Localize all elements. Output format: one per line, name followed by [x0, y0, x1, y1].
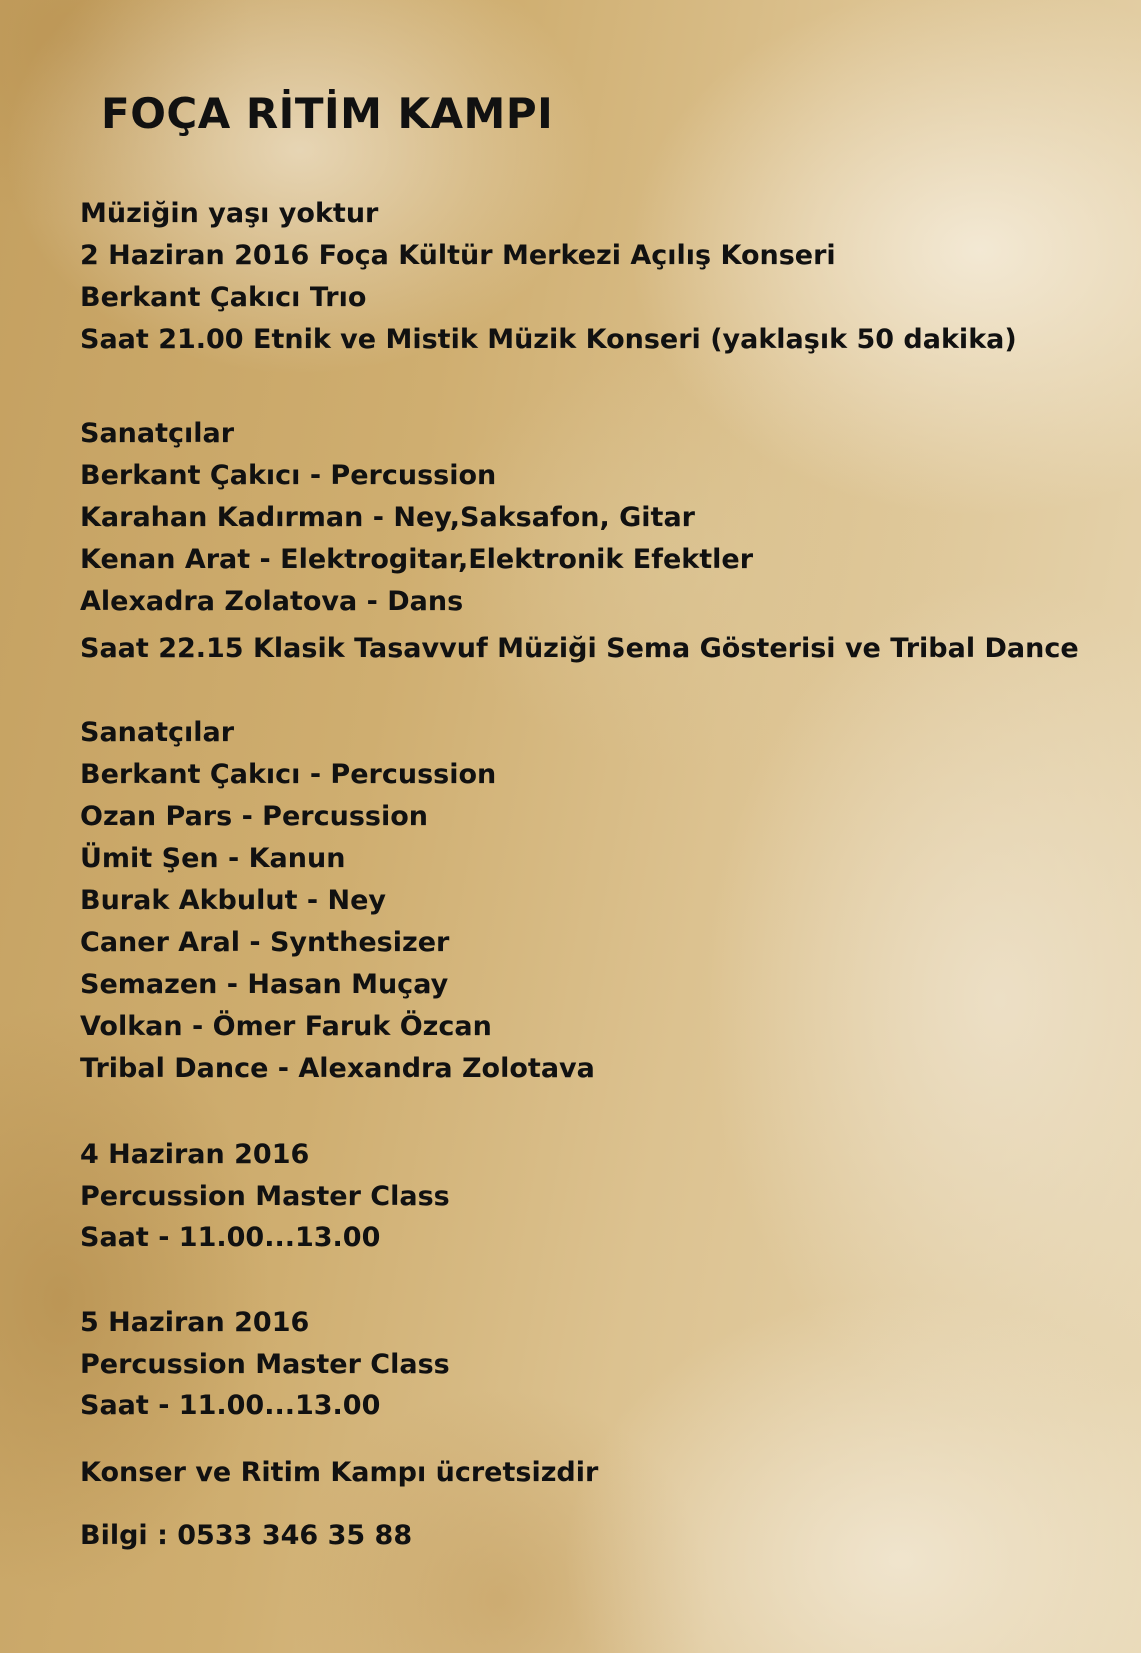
master-class-name: Percussion Master Class	[80, 1181, 450, 1212]
master-class-name: Percussion Master Class	[80, 1349, 450, 1380]
free-entry-note: Konser ve Ritim Kampı ücretsizdir	[80, 1457, 599, 1488]
master-class-date: 5 Haziran 2016	[80, 1307, 310, 1338]
artist-item: Burak Akbulut - Ney	[80, 885, 386, 916]
artist-item: Karahan Kadırman - Ney,Saksafon, Gitar	[80, 502, 695, 533]
master-class-date: 4 Haziran 2016	[80, 1139, 310, 1170]
first-concert-time: Saat 21.00 Etnik ve Mistik Müzik Konseri (yaklaşık 50 dakika)	[80, 324, 1017, 355]
second-concert-time: Saat 22.15 Klasik Tasavvuf Müziği Sema Gösterisi ve Tribal Dance	[80, 633, 1079, 664]
artist-item: Ozan Pars - Percussion	[80, 801, 428, 832]
page-title: FOÇA RİTİM KAMPI	[101, 89, 554, 138]
contact-info: Bilgi : 0533 346 35 88	[80, 1520, 413, 1551]
artist-item: Berkant Çakıcı - Percussion	[80, 460, 497, 491]
master-class-time: Saat - 11.00...13.00	[80, 1390, 381, 1421]
slogan: Müziğin yaşı yoktur	[80, 198, 379, 229]
artist-item: Tribal Dance - Alexandra Zolotava	[80, 1053, 595, 1084]
second-artists-heading: Sanatçılar	[80, 717, 235, 748]
artist-item: Alexadra Zolatova - Dans	[80, 586, 464, 617]
artist-item: Ümit Şen - Kanun	[80, 843, 346, 874]
group-name: Berkant Çakıcı Trıo	[80, 282, 367, 313]
artist-item: Berkant Çakıcı - Percussion	[80, 759, 497, 790]
artist-item: Semazen - Hasan Muçay	[80, 969, 449, 1000]
first-artists-heading: Sanatçılar	[80, 418, 235, 449]
opening-date-venue: 2 Haziran 2016 Foça Kültür Merkezi Açılış Konseri	[80, 240, 836, 271]
artist-item: Volkan - Ömer Faruk Özcan	[80, 1011, 492, 1042]
artist-item: Caner Aral - Synthesizer	[80, 927, 450, 958]
master-class-time: Saat - 11.00...13.00	[80, 1222, 381, 1253]
artist-item: Kenan Arat - Elektrogitar,Elektronik Efektler	[80, 544, 754, 575]
